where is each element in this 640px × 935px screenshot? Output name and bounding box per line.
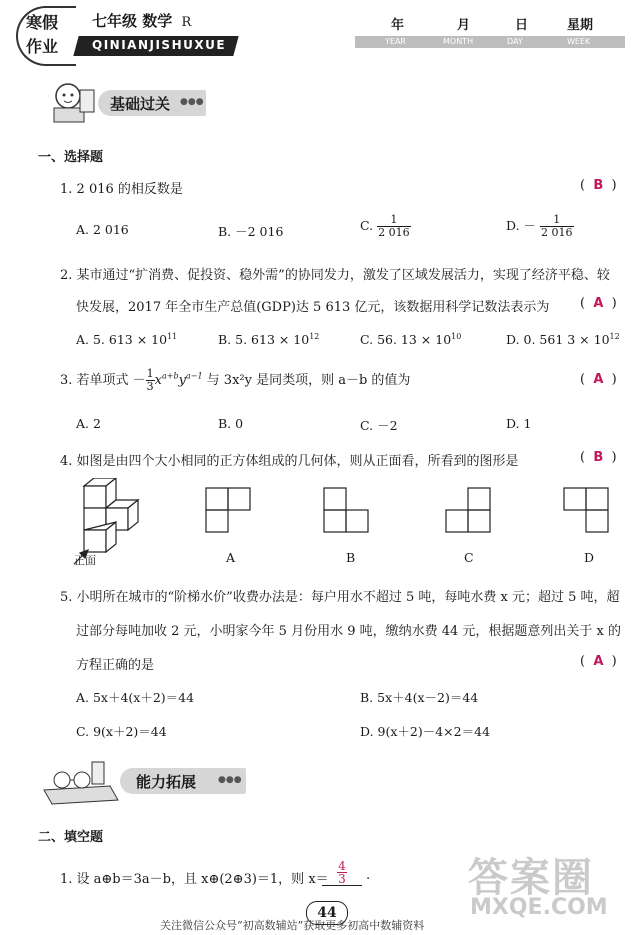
q2-a-exponent: 11 bbox=[167, 332, 178, 341]
header bbox=[0, 0, 640, 70]
q4-option-b-view bbox=[324, 488, 368, 532]
q4-label-a: A bbox=[226, 550, 236, 565]
q4-front-label: 正面 bbox=[74, 554, 96, 567]
q5-answer-letter: A bbox=[593, 654, 604, 669]
date-row bbox=[355, 14, 625, 50]
q5-answer: ( A ) bbox=[580, 654, 617, 669]
q4-stem: 4. 如图是由四个大小相同的正方体组成的几何体，则从正面看，所看到的图形是 bbox=[60, 454, 519, 469]
date-year-label: 年 bbox=[391, 18, 405, 33]
q4-label-b: B bbox=[346, 550, 356, 565]
banner-basic-title: 基础过关 bbox=[110, 95, 171, 113]
q5-option-c: C. 9(x＋2)＝44 bbox=[76, 724, 167, 739]
watermark-logo: 答案圈 bbox=[468, 855, 594, 901]
q1-d-fraction: $\frac{1}{2 016}$ bbox=[541, 213, 573, 239]
q1-answer-letter: B bbox=[593, 178, 604, 193]
fill-q1-stem: 1. 设 a⊕b＝3a－b，且 x⊕(2⊕3)＝1，则 x＝ bbox=[60, 872, 329, 887]
q3-option-a: A. 2 bbox=[76, 416, 101, 431]
q3-monomial: $x^{a+b}y^{a-1}$ bbox=[154, 371, 203, 388]
q2-c-exponent: 10 bbox=[451, 332, 462, 341]
q4-label-d: D bbox=[584, 550, 595, 565]
q2-d-exponent: 12 bbox=[609, 332, 620, 341]
brand-line2: 作业 bbox=[26, 37, 59, 56]
q2-stem-line1: 2. 某市通过“扩消费、促投资、稳外需”的协同发力，激发了区域发展活力，实现了经济平稳、较 bbox=[60, 268, 610, 283]
date-day-en: DAY bbox=[507, 37, 523, 46]
q5-option-d: D. 9(x＋2)－4×2＝44 bbox=[360, 724, 491, 739]
books-illustration-icon bbox=[40, 756, 120, 806]
q5-stem-line1: 5. 小明所在城市的“阶梯水价”收费办法是：每户用水不超过 5 吨，每吨水费 x 元；超过 5 吨，超 bbox=[60, 590, 620, 605]
banner-basic bbox=[40, 80, 210, 126]
q1-option-d bbox=[506, 214, 574, 239]
section1-title: 一、选择题 bbox=[38, 150, 104, 165]
banner-people-icon-2: ●●● bbox=[218, 775, 242, 785]
date-year-en: YEAR bbox=[385, 37, 406, 46]
edition-mark: R bbox=[181, 15, 192, 30]
banner-people-icon: ●●● bbox=[180, 97, 204, 107]
student-illustration-icon bbox=[40, 80, 102, 126]
q4-answer-letter: B bbox=[593, 450, 604, 465]
q5-stem-line2: 过部分每吨加收 2 元，小明家今年 5 月份用水 9 吨，缴纳水费 44 元，根据题意列出关于 x 的 bbox=[76, 624, 622, 639]
q4-option-a-view bbox=[206, 488, 250, 532]
q2-option-d: D. 0. 561 $3 \times 10^{12}$ bbox=[506, 332, 620, 348]
q1-c-fraction: $\frac{1}{2 016}$ bbox=[378, 213, 410, 239]
q4-option-d-view bbox=[564, 488, 608, 532]
q2-answer: ( A ) bbox=[580, 296, 617, 311]
fill-q1-fraction: $\frac{4}{3}$ bbox=[338, 859, 346, 886]
q5-option-a: A. 5x＋4(x＋2)＝44 bbox=[76, 690, 195, 705]
q2-option-b: B. 5. $613 \times 10^{12}$ bbox=[218, 332, 320, 348]
q2-b-exponent: 12 bbox=[309, 332, 320, 341]
q1-option-a: A. 2 016 bbox=[76, 222, 129, 237]
q4-option-c-view bbox=[446, 488, 490, 532]
q2-answer-letter: A bbox=[593, 296, 604, 311]
date-month-label: 月 bbox=[457, 18, 471, 33]
q1-option-b: B. －2 016 bbox=[218, 224, 284, 239]
date-week-en: WEEK bbox=[567, 37, 591, 46]
q1-d-prefix: D. － bbox=[506, 218, 537, 233]
page-number: 44 bbox=[317, 905, 337, 921]
q3-option-d: D. 1 bbox=[506, 416, 532, 431]
q3-answer-letter: A bbox=[593, 372, 604, 387]
q1-option-c bbox=[360, 214, 411, 239]
q3-stem: 3. 若单项式 － $\frac{1}{3}$ $x^{a+b}y^{a-1}$ 与 3x²y 是同类项，则 a－b 的值为 bbox=[60, 367, 411, 393]
watermark-site: MXQE.COM bbox=[470, 895, 608, 920]
date-week-label: 星期 bbox=[567, 18, 594, 33]
q4-cube-solid bbox=[84, 478, 138, 552]
subject-name: 七年级 数学 bbox=[92, 12, 173, 30]
brand-line1: 寒假 bbox=[26, 13, 59, 32]
banner-advanced bbox=[40, 756, 250, 806]
q3-fraction: $\frac{1}{3}$ bbox=[146, 367, 154, 393]
section2-title: 二、填空题 bbox=[38, 830, 104, 845]
banner-advanced-title: 能力拓展 bbox=[136, 773, 197, 791]
q2-stem-line2: 快发展，2017 年全市生产总值(GDP)达 5 613 亿元，该数据用科学记数法表示为 bbox=[76, 300, 550, 315]
q4-answer: ( B ) bbox=[580, 450, 617, 465]
q2-option-c: C. 56. $13 \times 10^{10}$ bbox=[360, 332, 462, 348]
pinyin-text: QINIANJISHUXUE bbox=[92, 38, 227, 52]
q5-stem-line3: 方程正确的是 bbox=[76, 658, 155, 673]
q3-option-c: C. －2 bbox=[360, 418, 398, 433]
q2-option-a: A. 5. $613 \times 10^{11}$ bbox=[76, 332, 178, 348]
q1-answer: ( B ) bbox=[580, 178, 617, 193]
date-month-en: MONTH bbox=[443, 37, 474, 46]
q3-answer: ( A ) bbox=[580, 372, 617, 387]
q1-stem: 1. 2 016 的相反数是 bbox=[60, 182, 183, 197]
footer-note: 关注微信公众号“初高数辅站”获取更多初高中数辅资料 bbox=[160, 919, 425, 932]
q5-option-b: B. 5x＋4(x－2)＝44 bbox=[360, 690, 479, 705]
subject-title bbox=[92, 10, 191, 31]
date-day-label: 日 bbox=[515, 18, 529, 33]
fill-q1-tail: . bbox=[366, 868, 371, 883]
q3-option-b: B. 0 bbox=[218, 416, 244, 431]
fill-q1-answer bbox=[322, 860, 362, 886]
q4-label-c: C bbox=[464, 550, 474, 565]
q1-c-prefix: C. bbox=[360, 218, 374, 233]
